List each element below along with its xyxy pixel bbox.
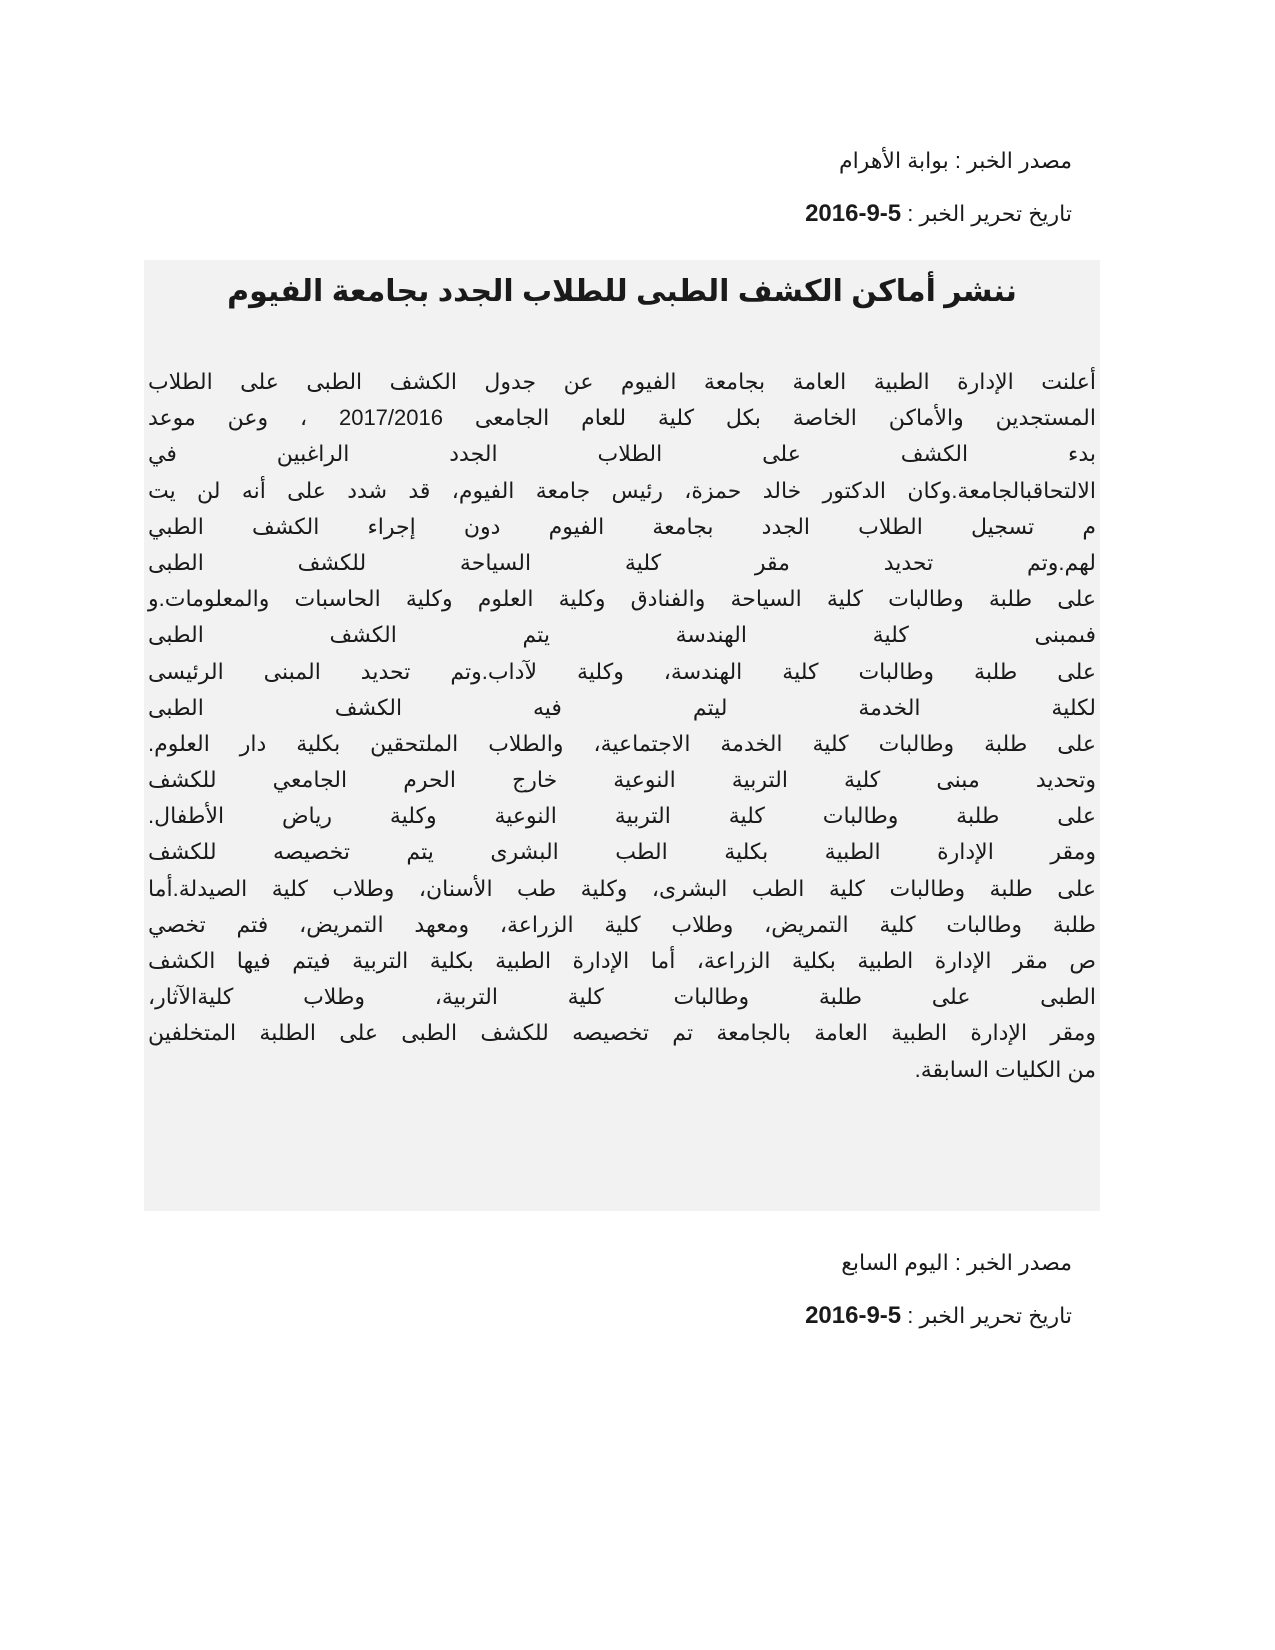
news-date-1 [805,200,1072,228]
article-line: من الكليات السابقة. [914,1056,1096,1082]
article-line: الطبى على طلبة وطالبات كلية التربية، وطلاب كليةالآثار، [148,984,1096,1010]
article-line: على طلبة وطالبات كلية التربية النوعية وكلية رياض الأطفال. [148,803,1096,829]
news-source-1-label: مصدر الخبر : بوابة الأهرام [838,148,1072,173]
article-line: على طلبة وطالبات كلية الخدمة الاجتماعية، والطلاب الملتحقين بكلية دار العلوم. [148,730,1096,756]
article-line: على طلبة وطالبات كلية الطب البشرى، وكلية طب الأسنان، وطلاب كلية الصيدلة.أما [148,875,1096,901]
article-line: على طلبة وطالبات كلية السياحة والفنادق وكلية العلوم وكلية الحاسبات والمعلومات.و [148,586,1096,612]
article-line: ومقر الإدارة الطبية العامة بالجامعة تم تخصيصه للكشف الطبى على الطلبة المتخلفين [148,1020,1096,1046]
article-line: على طلبة وطالبات كلية الهندسة، وكلية لآداب.وتم تحديد المبنى الرئيسى [148,658,1096,684]
article-line: لهم.وتم تحديد مقر كلية السياحة للكشف الطبى [148,549,1096,575]
article-line: وتحديد مبنى كلية التربية النوعية خارج الحرم الجامعي للكشف [148,767,1096,793]
news-date-2-label: تاريخ تحرير الخبر : [901,1303,1072,1328]
news-date-2-value: 2016-9-5 [805,1302,902,1329]
article-line: فىمبنى كلية الهندسة يتم الكشف الطبى [148,622,1096,648]
news-date-1-value: 2016-9-5 [805,200,902,227]
article-line: ص مقر الإدارة الطبية بكلية الزراعة، أما الإدارة الطبية بكلية التربية فيتم فيها الكشف [148,948,1096,973]
article-line: طلبة وطالبات كلية التمريض، وطلاب كلية الزراعة، ومعهد التمريض، فتم تخصي [148,911,1096,937]
article-box [144,260,1100,1211]
news-date-1-label: تاريخ تحرير الخبر : [901,201,1072,226]
news-source-1 [839,148,1072,174]
article-line: أعلنت الإدارة الطبية العامة بجامعة الفيوم عن جدول الكشف الطبى على الطلاب [148,369,1096,394]
article-body [148,364,1096,1088]
article-title: ننشر أماكن الكشف الطبى للطلاب الجدد بجامعة الفيوم [227,275,1017,308]
news-source-2-label: مصدر الخبر : اليوم السابع [841,1250,1072,1275]
news-date-2 [805,1302,1072,1330]
article-line: الالتحاقبالجامعة.وكان الدكتور خالد حمزة، رئيس جامعة الفيوم، قد شدد على أنه لن يت [148,477,1096,503]
article-line: م تسجيل الطلاب الجدد بجامعة الفيوم دون إجراء الكشف الطبي [148,513,1096,539]
article-line: ومقر الإدارة الطبية بكلية الطب البشرى يتم تخصيصه للكشف [148,839,1096,865]
article-line: لكلية الخدمة ليتم فيه الكشف الطبى [148,694,1096,720]
news-source-2 [841,1250,1072,1276]
article-line: بدء الكشف على الطلاب الجدد الراغبين في [148,441,1096,467]
article-line: المستجدين والأماكن الخاصة بكل كلية للعام الجامعى 2017/2016 ، وعن موعد [148,405,1096,431]
